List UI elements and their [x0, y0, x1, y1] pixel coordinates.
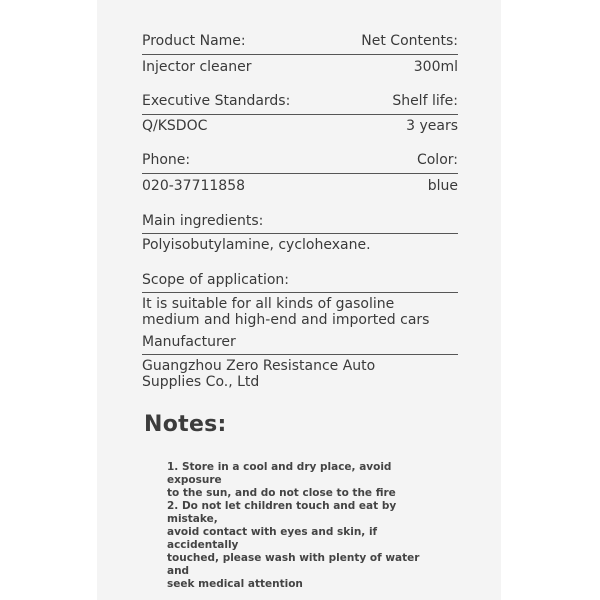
color-label: Color: [416, 152, 458, 168]
manufacturer-value [142, 358, 458, 390]
notes-line: to the sun, and do not close to the fire [167, 487, 396, 499]
phone-label: Phone: [142, 152, 191, 168]
manufacturer-label: Manufacturer [142, 334, 458, 355]
product-name-label: Product Name: [142, 33, 246, 49]
notes-body [167, 461, 437, 591]
net-contents-label: Net Contents: [361, 33, 458, 49]
notes-line: touched, please wash with plenty of water and [167, 552, 420, 577]
notes-line: seek medical attention [167, 578, 303, 590]
product-name-value: Injector cleaner [142, 59, 252, 75]
notes-line: 1. Store in a cool and dry place, avoid exposure [167, 461, 392, 486]
standards-value-row [142, 118, 458, 135]
manufacturer-line-1: Guangzhou Zero Resistance Auto [142, 358, 376, 374]
shelf-life-value: 3 years [406, 118, 458, 134]
phone-header-row [142, 152, 458, 174]
phone-value-row [142, 178, 458, 195]
shelf-life-label: Shelf life: [392, 93, 458, 109]
standards-header-row [142, 93, 458, 115]
product-name-header-row [142, 33, 458, 55]
net-contents-value: 300ml [413, 59, 458, 75]
scope-value [142, 296, 458, 328]
notes-title: Notes: [144, 412, 227, 437]
notes-line: 2. Do not let children touch and eat by mistake, [167, 500, 397, 525]
manufacturer-line-2: Supplies Co., Ltd [142, 374, 260, 390]
main-ingredients-label: Main ingredients: [142, 213, 458, 234]
main-ingredients-value: Polyisobutylamine, cyclohexane. [142, 237, 371, 253]
executive-standards-label: Executive Standards: [142, 93, 291, 109]
scope-line-2: medium and high-end and imported cars [142, 312, 430, 328]
notes-line: avoid contact with eyes and skin, if accidentally [167, 526, 378, 551]
scope-line-1: It is suitable for all kinds of gasoline [142, 296, 395, 312]
phone-value: 020-37711858 [142, 178, 246, 194]
executive-standards-value: Q/KSDOC [142, 118, 208, 134]
product-name-value-row [142, 59, 458, 76]
color-value: blue [427, 178, 458, 194]
scope-label: Scope of application: [142, 272, 458, 293]
